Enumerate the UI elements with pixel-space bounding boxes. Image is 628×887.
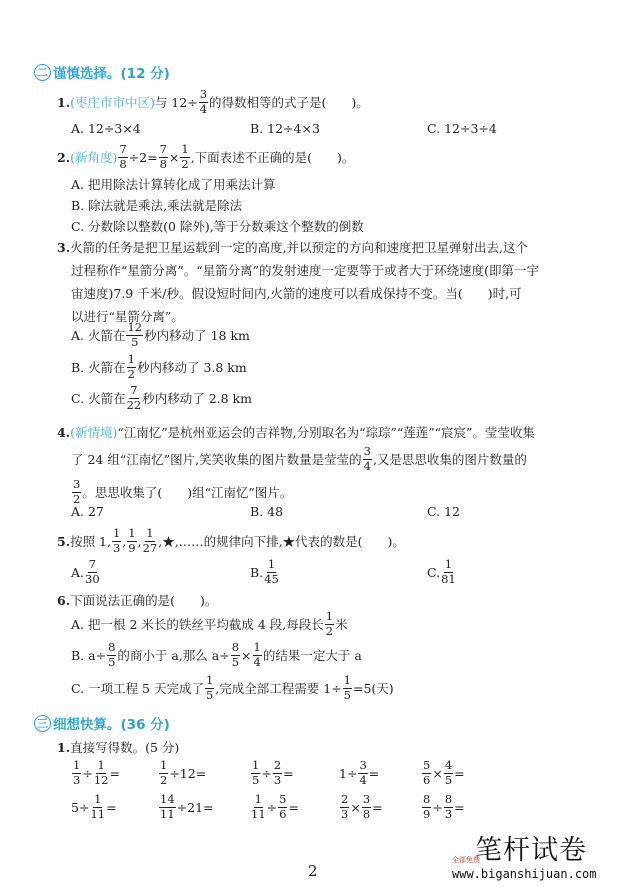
question-4 xyxy=(57,423,535,441)
calc-item[interactable]: 1÷ $\frac{3}{4}$ = xyxy=(339,758,380,787)
question-text: 下面说法正确的是( )。 xyxy=(70,593,218,608)
question-3 xyxy=(57,238,528,256)
question-source-tag: (新情境) xyxy=(70,425,118,440)
question-number: 1. xyxy=(57,94,71,110)
section-3-header xyxy=(34,713,170,733)
option-c[interactable]: C. 12÷3÷4 xyxy=(427,121,497,136)
calc-item[interactable]: $\frac{1}{5}$ ÷ $\frac{2}{3}$ = xyxy=(252,758,294,787)
fraction: $\frac{7}{8}$ xyxy=(159,142,167,171)
option-a[interactable]: A. 12÷3×4 xyxy=(71,121,141,136)
option-b[interactable]: B. $\frac{1}{45}$ xyxy=(250,557,279,586)
option-b[interactable]: B. 48 xyxy=(250,504,284,519)
option-c[interactable]: C. $\frac{1}{81}$ xyxy=(427,557,456,586)
question-source-tag: (枣庄市市中区) xyxy=(70,95,155,110)
question-text-line: 火箭的任务是把卫星运载到一定的高度,并以预定的方向和速度把卫星弹射出去,这个 xyxy=(70,240,529,255)
question-text: 直接写得数。(5 分) xyxy=(70,740,180,755)
option-a[interactable]: A. 把一根 2 米长的铁丝平均截成 4 段,每段长 $\frac{1}{2}$ 米 xyxy=(71,609,348,638)
question-number: 1. xyxy=(57,739,71,755)
question-number: 4. xyxy=(57,424,71,440)
option-a[interactable]: A. 27 xyxy=(71,504,104,519)
question-text: 与 12÷ xyxy=(154,95,198,110)
calc-item[interactable]: $\frac{14}{11}$ ÷21 = xyxy=(160,792,214,821)
question-text-line: 宙速度)7.9 千米/秒。假设短时间内,火箭的速度可以看成保持不变。当( )时,可 xyxy=(71,286,522,301)
question-text-line: 了 24 组“江南忆”图片,笑笑收集的图片数量是莹莹的 $\frac{3}{4}$ ,又是思思收集的图片数量的 xyxy=(71,444,527,473)
option-b[interactable]: B. 除法就是乘法,乘法就是除法 xyxy=(71,198,243,213)
option-b[interactable]: B. 12÷4×3 xyxy=(250,121,320,136)
question-6 xyxy=(57,591,217,609)
section-number-circle: 三 xyxy=(34,715,51,732)
option-b[interactable]: B. 火箭在 $\frac{1}{2}$ 秒内移动了 3.8 km xyxy=(71,352,247,381)
fraction: $\frac{7}{8}$ xyxy=(119,142,127,171)
watermark-title: 笔杆试卷 xyxy=(475,835,587,866)
option-c[interactable]: C. 一项工程 5 天完成了 $\frac{1}{5}$ ,完成全部工程需要 1÷ $\frac{1}{5}$ =5(天) xyxy=(71,673,394,702)
calc-item[interactable]: $\frac{1}{3}$ ÷ $\frac{1}{12}$ = xyxy=(73,758,120,787)
question-5: 5. 按照 1, $\frac{1}{3}$ , $\frac{1}{9}$ , $\frac{1}{27}$ ,★,……的规律向下排,★代表的数是( )。 xyxy=(57,526,405,555)
question-text: ,下面表述不正确的是( )。 xyxy=(190,150,355,165)
calc-item[interactable]: $\frac{8}{9}$ ÷ $\frac{8}{3}$ = xyxy=(423,792,465,821)
option-c[interactable]: C. 分数除以整数(0 除外),等于分数乘这个整数的倒数 xyxy=(71,219,364,234)
section-number-circle: 二 xyxy=(34,64,51,81)
question-number: 6. xyxy=(57,592,71,608)
calc-item[interactable]: $\frac{1}{2}$ ÷12 = xyxy=(160,758,207,787)
question-3-1 xyxy=(57,738,179,756)
fraction: $\frac{3}{4}$ xyxy=(199,87,208,116)
calc-item[interactable]: $\frac{5}{6}$ × $\frac{4}{5}$ = xyxy=(423,758,465,787)
question-text-line: 以进行“星箭分离”。 xyxy=(71,309,184,324)
operator-text: × xyxy=(168,149,180,165)
calc-item[interactable]: $\frac{1}{11}$ ÷ $\frac{5}{6}$ = xyxy=(251,792,299,821)
watermark-free-label: 全部免费 xyxy=(452,856,480,864)
section-3-title: 细想快算。(36 分) xyxy=(53,717,170,733)
question-source-tag: (新角度) xyxy=(70,150,118,165)
watermark-url: www.biganshijuan.com xyxy=(452,867,597,881)
question-text-line: $\frac{3}{2}$ 。思思收集了( )组“江南忆”图片。 xyxy=(73,477,293,506)
question-2 xyxy=(57,144,354,170)
question-number: 5. xyxy=(57,533,71,549)
calc-item[interactable]: $\frac{2}{3}$ × $\frac{3}{8}$ = xyxy=(341,792,383,821)
calc-item[interactable]: 5÷ $\frac{1}{11}$ = xyxy=(71,792,117,821)
operator-text: ÷2= xyxy=(128,149,158,165)
option-b[interactable]: B. a÷ $\frac{8}{5}$ 的商小于 a,那么 a÷ $\frac{8}{5}$ × $\frac{1}{4}$ 的结果一定大于 a xyxy=(71,640,362,669)
question-text: 的得数相等的式子是( )。 xyxy=(209,95,369,110)
option-a[interactable]: A. 把用除法计算转化成了用乘法计算 xyxy=(71,177,276,192)
option-c[interactable]: C. 12 xyxy=(427,504,460,519)
page-number: 2 xyxy=(308,862,318,880)
question-text: “江南忆”是杭州亚运会的吉祥物,分别取名为“琮琮”“莲莲”“宸宸”。莹莹收集 xyxy=(117,425,535,440)
question-1 xyxy=(57,89,369,115)
option-c[interactable]: C. 火箭在 $\frac{7}{22}$ 秒内移动了 2.8 km xyxy=(71,383,252,412)
section-2-title: 谨慎选择。(12 分) xyxy=(53,66,170,82)
question-text-line: 过程称作“星箭分离”。“星箭分离”的发射速度一定要等于或者大于环绕速度(即第一宇 xyxy=(71,263,539,278)
question-number: 2. xyxy=(57,149,71,165)
fraction: $\frac{1}{2}$ xyxy=(181,142,189,171)
question-number: 3. xyxy=(57,240,71,255)
option-a[interactable]: A. 火箭在 $\frac{12}{5}$ 秒内移动了 18 km xyxy=(71,320,250,349)
section-2-header xyxy=(34,62,170,82)
option-a[interactable]: A. $\frac{7}{30}$ xyxy=(71,557,100,586)
